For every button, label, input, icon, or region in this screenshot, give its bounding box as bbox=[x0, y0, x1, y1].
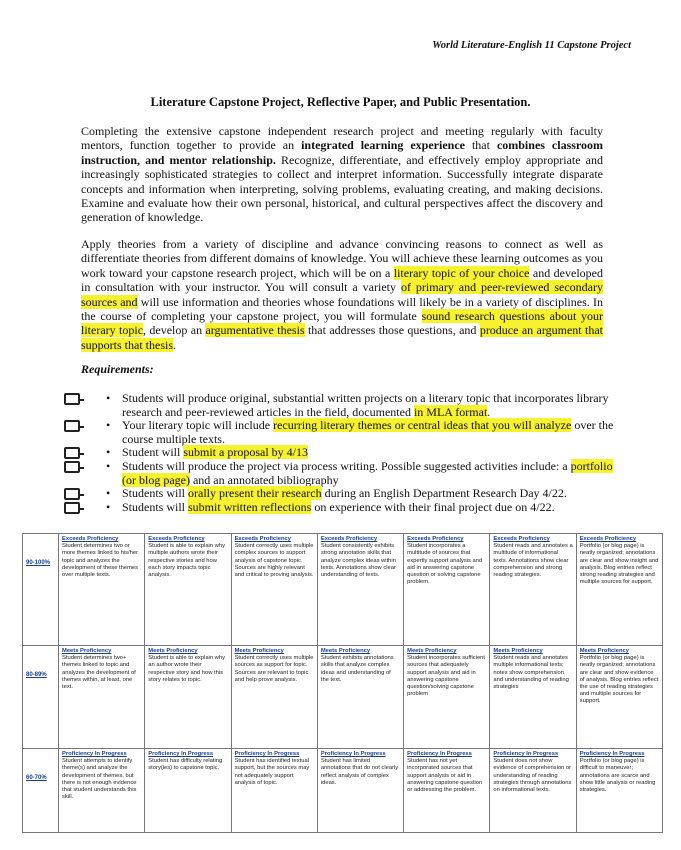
rubric-cell: Meets Proficiency Student determines two+ themes linked to topic and analyzes the development of themes within, at least, one text. bbox=[59, 646, 145, 749]
bullet-icon: • bbox=[106, 391, 111, 405]
requirement-item: • Students will orally present their research during an English Department Research Day 4/22. bbox=[56, 487, 616, 501]
rubric-cell: Proficiency In Progress Student does not show evidence of comprehension or understanding of reading strategies through annotations on informational texts. bbox=[490, 749, 576, 833]
rubric-row bbox=[23, 646, 663, 749]
checkbox-icon[interactable] bbox=[64, 393, 80, 405]
intro-paragraph-1: Completing the extensive capstone independent research project and meeting regularly with faculty mentors, function together to provide an integrated learning experience that combines classroom instruction, and mentor relationship. Recognize, differentiate, and effectively employ appropriate and increasingly sophisticated strategies to collect and interpret information. Successfully integrate disparate concepts and information when interpreting, solving problems, evaluating creating, and making decisions. Examine and evaluate how their own personal, historical, and cultural perspectives affect the discovery and generation of knowledge. bbox=[81, 124, 604, 225]
page-header: World Literature-English 11 Capstone Project bbox=[432, 40, 631, 51]
checkbox-icon[interactable] bbox=[64, 461, 80, 473]
requirements-heading: Requirements: bbox=[81, 362, 154, 376]
requirements-list bbox=[56, 392, 616, 514]
rubric-cell: Meets Proficiency Student incorporates sufficient sources that adequately support analysis and aid in answering capstone question/solving capstone problem bbox=[404, 646, 490, 749]
rubric-row bbox=[23, 749, 663, 833]
checkbox-icon[interactable] bbox=[64, 420, 80, 432]
rubric-cell: Meets Proficiency Student exhibits annotations skills that analyze complex ideas and understanding of the text. bbox=[317, 646, 403, 749]
rubric-cell: Exceeds Proficiency Student reads and annotates a multitude of informational texts. Annotations show clear comprehension and strong reading strategies. bbox=[490, 534, 576, 646]
rubric-cell: Exceeds Proficiency Student correctly uses multiple complex sources to support analysis of capstone topic. Sources are highly relevant and critical to proving analysis. bbox=[231, 534, 317, 646]
rubric-cell: Exceeds Proficiency Student incorporates a multitude of sources that expertly support analysis and aid in answering capstone question or solving capstone problem. bbox=[404, 534, 490, 646]
bullet-icon: • bbox=[106, 486, 111, 501]
bullet-icon: • bbox=[106, 458, 111, 473]
rubric-cell: Meets Proficiency Student is able to explain why an author wrote their respective story and how this story relates to topic. bbox=[145, 646, 231, 749]
grade-range: 80-89% bbox=[23, 646, 59, 749]
requirement-item: • Students will produce original, substantial written projects on a literary topic that incorporates library research and peer-reviewed articles in the field, documented in MLA format. bbox=[56, 392, 616, 419]
highlighted-text: sound research questions about your literary topic bbox=[81, 309, 603, 338]
rubric-cell: Proficiency In Progress Student has identified textual support, but the sources may not adequately support analysis of topic. bbox=[231, 749, 317, 833]
rubric-cell: Exceeds Proficiency Student consistently exhibits strong annotation skills that analyze complex ideas within texts. Annotations show clear understanding of texts. bbox=[317, 534, 403, 646]
requirement-item: • Students will submit written reflections on experience with their final project due on 4/22. bbox=[56, 501, 616, 515]
rubric-cell: Meets Proficiency Student correctly uses multiple sources as support for topic. Sources are relevant to topic and help prove analysis. bbox=[231, 646, 317, 749]
grade-range: 60-70% bbox=[23, 749, 59, 833]
checkbox-icon[interactable] bbox=[64, 488, 80, 500]
requirement-item: • Students will produce the project via process writing. Possible suggested activities include: a portfolio (or blog page) and an annotated bibliography bbox=[56, 460, 616, 487]
requirement-item: • Student will submit a proposal by 4/13 bbox=[56, 446, 616, 460]
rubric-cell: Proficiency In Progress Student has difficulty relating story(ies) to capstone topic. bbox=[145, 749, 231, 833]
rubric-cell: Meets Proficiency Portfolio (or blog page) is neatly organized; annotations are clear and show evidence of analysis. Blog entries reflect the use of reading strategies and multiple sources for support. bbox=[576, 646, 662, 749]
rubric-cell: Proficiency In Progress Student has limited annotations that do not clearly reflect analysis of complex ideas. bbox=[317, 749, 403, 833]
bullet-icon: • bbox=[106, 499, 111, 514]
rubric-table bbox=[22, 533, 663, 833]
requirement-item: • Your literary topic will include recurring literary themes or central ideas that you will analyze over the course multiple texts. bbox=[56, 419, 616, 446]
highlighted-text: literary topic of your choice bbox=[393, 265, 530, 280]
rubric-cell: Exceeds Proficiency Student determines two or more themes linked to his/her topic and analyzes the development of these themes over multiple texts. bbox=[59, 534, 145, 646]
highlighted-text: produce an argument that supports that thesis bbox=[81, 323, 604, 352]
grade-range: 90-100% bbox=[23, 534, 59, 646]
checkbox-icon[interactable] bbox=[64, 502, 80, 514]
document-title: Literature Capstone Project, Reflective Paper, and Public Presentation. bbox=[150, 95, 531, 109]
highlighted-text: argumentative thesis bbox=[205, 323, 305, 338]
rubric-cell: Meets Proficiency Student reads and annotates multiple informational texts; notes show comprehension and understanding of reading strategies bbox=[490, 646, 576, 749]
bullet-icon: • bbox=[106, 418, 111, 433]
rubric-cell: Exceeds Proficiency Student is able to explain why multiple authors wrote their respective stories and how each story impacts topic analysis. bbox=[145, 534, 231, 646]
intro-paragraph-2: Apply theories from a variety of discipline and advance convincing reasons to connect as well as differentiate theories from different domains of knowledge. You will achieve these learning outcomes as you work toward your capstone research project, which will be on a literary topic of your choice and developed in consultation with your instructor. You will consult a variety of primary and peer-reviewed secondary sources and will use information and theories whose foundations will likely be in a variety of disciplines. In the course of completing your capstone project, you will formulate sound research questions about your literary topic, develop an argumentative thesis that addresses those questions, and produce an argument that supports that thesis. bbox=[81, 237, 604, 352]
bullet-icon: • bbox=[106, 445, 111, 460]
rubric-cell: Proficiency In Progress Student has not yet incorporated sources that support analysis or aid in answering capstone question or addressing the problem. bbox=[404, 749, 490, 833]
highlighted-text: of primary and peer-reviewed secondary sources and bbox=[81, 280, 603, 309]
rubric-cell: Proficiency In Progress Portfolio (or blog page) is difficult to maneuver; annotations are scarce and show little analysis or reading strategies. bbox=[576, 749, 662, 833]
rubric-cell: Proficiency In Progress Student attempts to identify theme(s) and analyze the development of themes, but there is not enough evidence that student understands this skill. bbox=[59, 749, 145, 833]
checkbox-icon[interactable] bbox=[64, 447, 80, 459]
rubric-row bbox=[23, 534, 663, 646]
rubric-cell: Exceeds Proficiency Portfolio (or blog page) is neatly organized; annotations are clear and show insight and analysis. Blog entries reflect strong reading strategies and multiple sources for support. bbox=[576, 534, 662, 646]
